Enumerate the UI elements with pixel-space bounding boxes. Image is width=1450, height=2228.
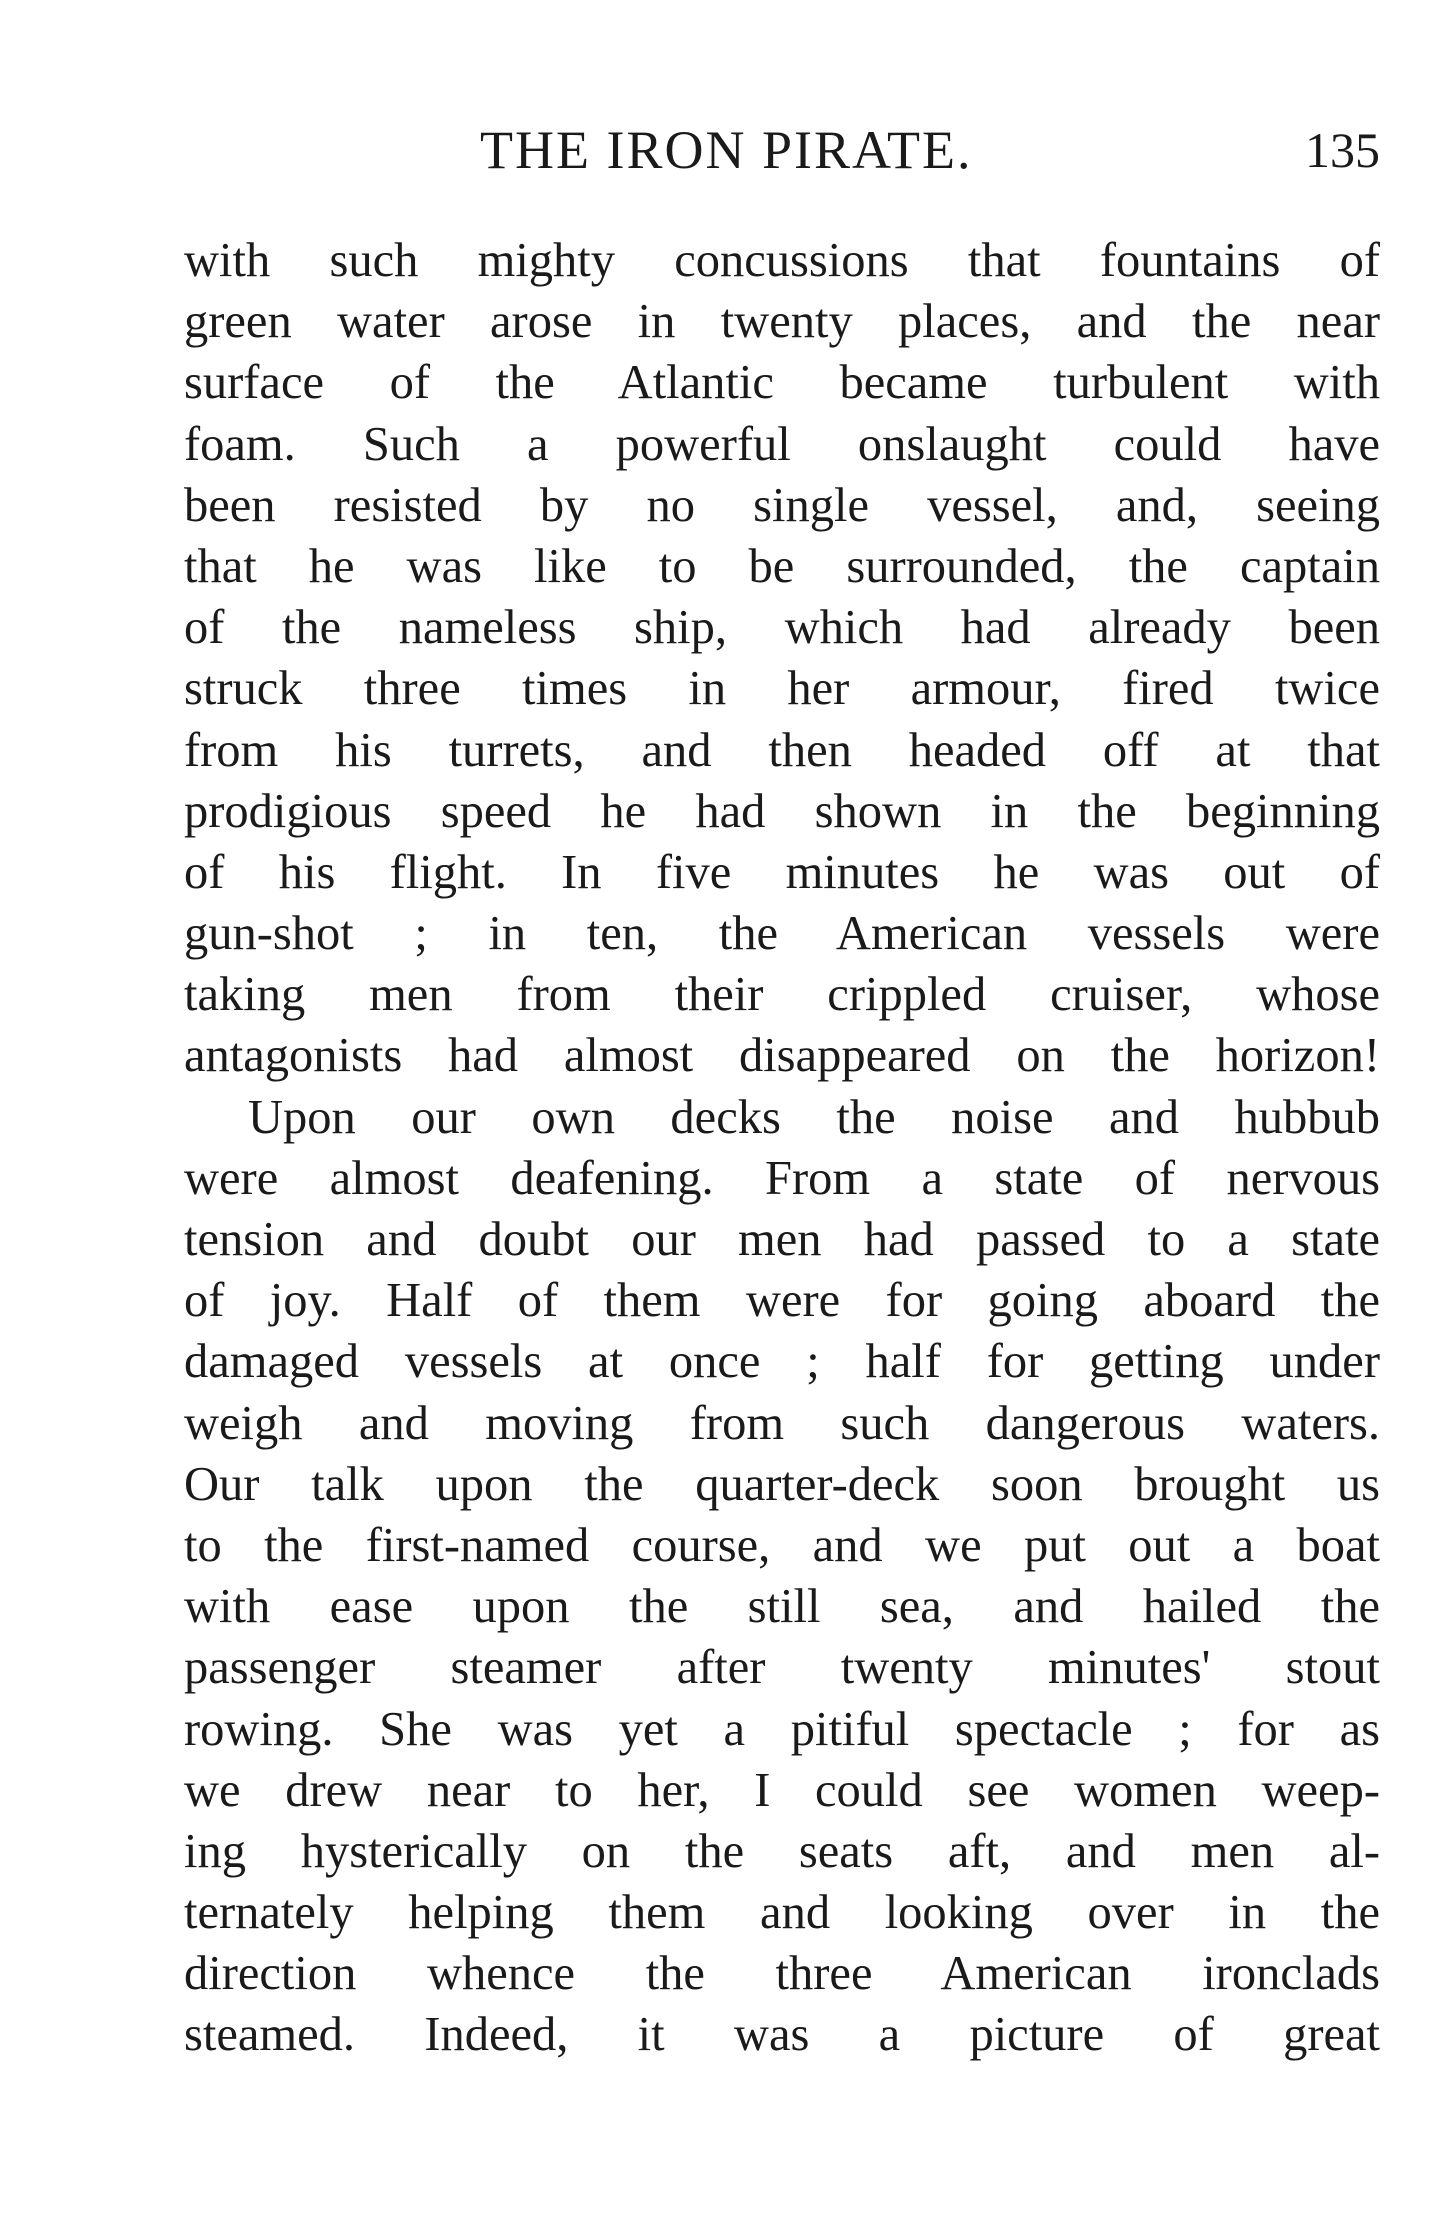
text-line: prodigious speed he had shown in the beginning [184,784,1380,838]
running-title: THE IRON PIRATE. [480,120,973,180]
text-line: antagonists had almost disappeared on the horizon! [184,1029,1380,1083]
text-line: that he was like to be surrounded, the captain [184,539,1380,593]
text-line: foam. Such a powerful onslaught could have [184,417,1380,471]
text-line: green water arose in twenty places, and the near [184,295,1380,349]
text-line: passenger steamer after twenty minutes' stout [184,1641,1380,1695]
text-line: damaged vessels at once ; half for getting under [184,1335,1380,1389]
text-line: rowing. She was yet a pitiful spectacle ; for as [184,1702,1380,1756]
text-line: taking men from their crippled cruiser, whose [184,968,1380,1022]
text-line: surface of the Atlantic became turbulent with [184,356,1380,410]
text-line: gun-shot ; in ten, the American vessels were [184,907,1380,961]
text-line: been resisted by no single vessel, and, seeing [184,478,1380,532]
paragraph [184,230,1380,1087]
text-line: of the nameless ship, which had already been [184,601,1380,655]
text-line: direction whence the three American ironclads [184,1947,1380,2001]
text-line: from his turrets, and then headed off at that [184,723,1380,777]
text-line: ing hysterically on the seats aft, and men al- [184,1824,1380,1878]
text-line: struck three times in her armour, fired twice [184,662,1380,716]
text-line: weigh and moving from such dangerous waters. [184,1396,1380,1450]
text-line: Our talk upon the quarter-deck soon brought us [184,1457,1380,1511]
text-line: Upon our own decks the noise and hubbub [248,1090,1380,1144]
text-line: ternately helping them and looking over in the [184,1886,1380,1940]
text-line: of his flight. In five minutes he was out of [184,845,1380,899]
text-line: to the first-named course, and we put out a boat [184,1518,1380,1572]
page-number: 135 [1305,122,1380,178]
text-line: tension and doubt our men had passed to a state [184,1213,1380,1266]
text-line: of joy. Half of them were for going aboard the [184,1274,1380,1328]
text-line: we drew near to her, I could see women weep- [184,1763,1380,1817]
text-line: were almost deafening. From a state of nervous [184,1151,1380,1205]
paragraph [184,1087,1380,2066]
text-line: steamed. Indeed, it was a picture of great [184,2008,1380,2062]
page-header [180,110,1380,190]
body-text [184,230,1380,2066]
text-line: with ease upon the still sea, and hailed the [184,1580,1380,1634]
text-line: with such mighty concussions that fountains of [184,234,1380,287]
